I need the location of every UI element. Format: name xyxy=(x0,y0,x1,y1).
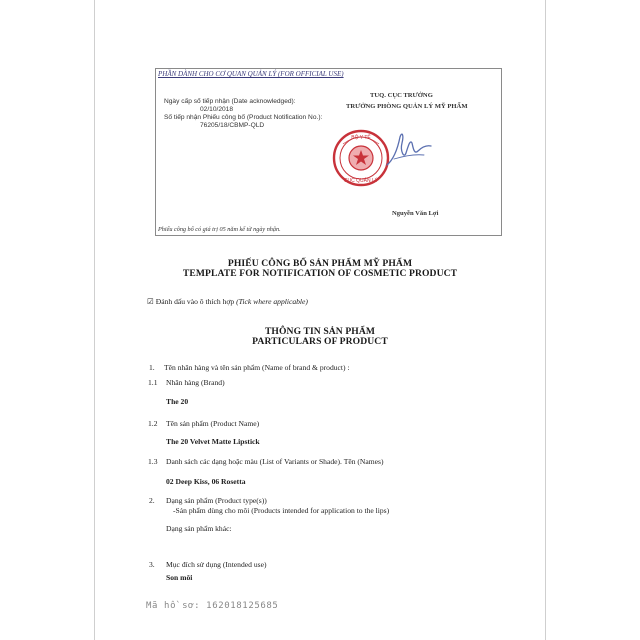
brand-value: The 20 xyxy=(166,397,189,406)
date-acknowledged-label: Ngày cấp số tiếp nhận (Date acknowledged): xyxy=(164,98,296,105)
item-2-label: Dạng sản phẩm (Product type(s)) xyxy=(166,496,267,505)
item-1-2-label: Tên sản phẩm (Product Name) xyxy=(166,419,260,428)
official-use-header: PHẦN DÀNH CHO CƠ QUAN QUẢN LÝ (FOR OFFICIAL USE) xyxy=(158,70,344,78)
authority-title-1: TUQ. CỤC TRƯỞNG xyxy=(370,92,433,99)
section-title-en: PARTICULARS OF PRODUCT xyxy=(252,336,388,347)
variants-value: 02 Deep Kiss, 06 Rosetta xyxy=(166,477,246,486)
seal-text-bottom: CỤC QUẢN LÝ xyxy=(343,178,379,184)
seal-text-top: BỘ Y TẾ xyxy=(351,135,371,141)
item-1-1-number: 1.1 xyxy=(148,378,158,387)
checkbox-icon: ☑ xyxy=(147,297,154,306)
authority-title-2: TRƯỞNG PHÒNG QUẢN LÝ MỸ PHẨM xyxy=(346,103,468,110)
item-1-3-number: 1.3 xyxy=(148,457,158,466)
notification-no-value: 76205/18/CBMP-QLD xyxy=(200,122,265,129)
item-3-label: Mục đích sử dụng (Intended use) xyxy=(166,560,267,569)
tick-note-text: Đánh dấu vào ô thích hợp xyxy=(155,297,235,306)
item-2-number: 2. xyxy=(149,496,155,505)
doc-title-vn: PHIẾU CÔNG BỐ SẢN PHẨM MỸ PHẨM xyxy=(227,258,413,269)
official-use-box xyxy=(155,68,502,236)
item-1-number: 1. xyxy=(149,363,155,372)
product-name-value: The 20 Velvet Matte Lipstick xyxy=(166,437,260,446)
tick-note xyxy=(147,297,308,306)
validity-note: Phiếu công bố có giá trị 05 năm kể từ ngày nhận. xyxy=(158,226,281,233)
item-1-label: Tên nhãn hàng và tên sản phẩm (Name of brand & product) : xyxy=(164,363,350,372)
record-code: Mã hồ sơ: 162018125685 xyxy=(146,601,279,611)
item-3-number: 3. xyxy=(149,560,155,569)
item-1-1-label: Nhãn hàng (Brand) xyxy=(166,378,225,387)
signature-icon xyxy=(384,129,434,171)
doc-title-en: TEMPLATE FOR NOTIFICATION OF COSMETIC PRODUCT xyxy=(182,268,458,279)
item-2-other: Dạng sản phẩm khác: xyxy=(166,524,232,533)
item-2-subtype: -Sản phẩm dùng cho môi (Products intended for application to the lips) xyxy=(173,506,390,515)
date-acknowledged-value: 02/10/2018 xyxy=(200,106,234,113)
tick-note-italic: (Tick where applicable) xyxy=(236,297,308,306)
item-1-3-label: Danh sách các dạng hoặc màu (List of Variants or Shade). Tên (Names) xyxy=(166,457,384,466)
section-title-vn: THÔNG TIN SẢN PHẨM xyxy=(264,326,376,337)
intended-use-value: Son môi xyxy=(166,573,193,582)
signer-name: Nguyễn Văn Lợi xyxy=(392,210,439,217)
item-1-2-number: 1.2 xyxy=(148,419,158,428)
notification-no-label: Số tiếp nhận Phiếu công bố (Product Notification No.): xyxy=(164,114,323,121)
